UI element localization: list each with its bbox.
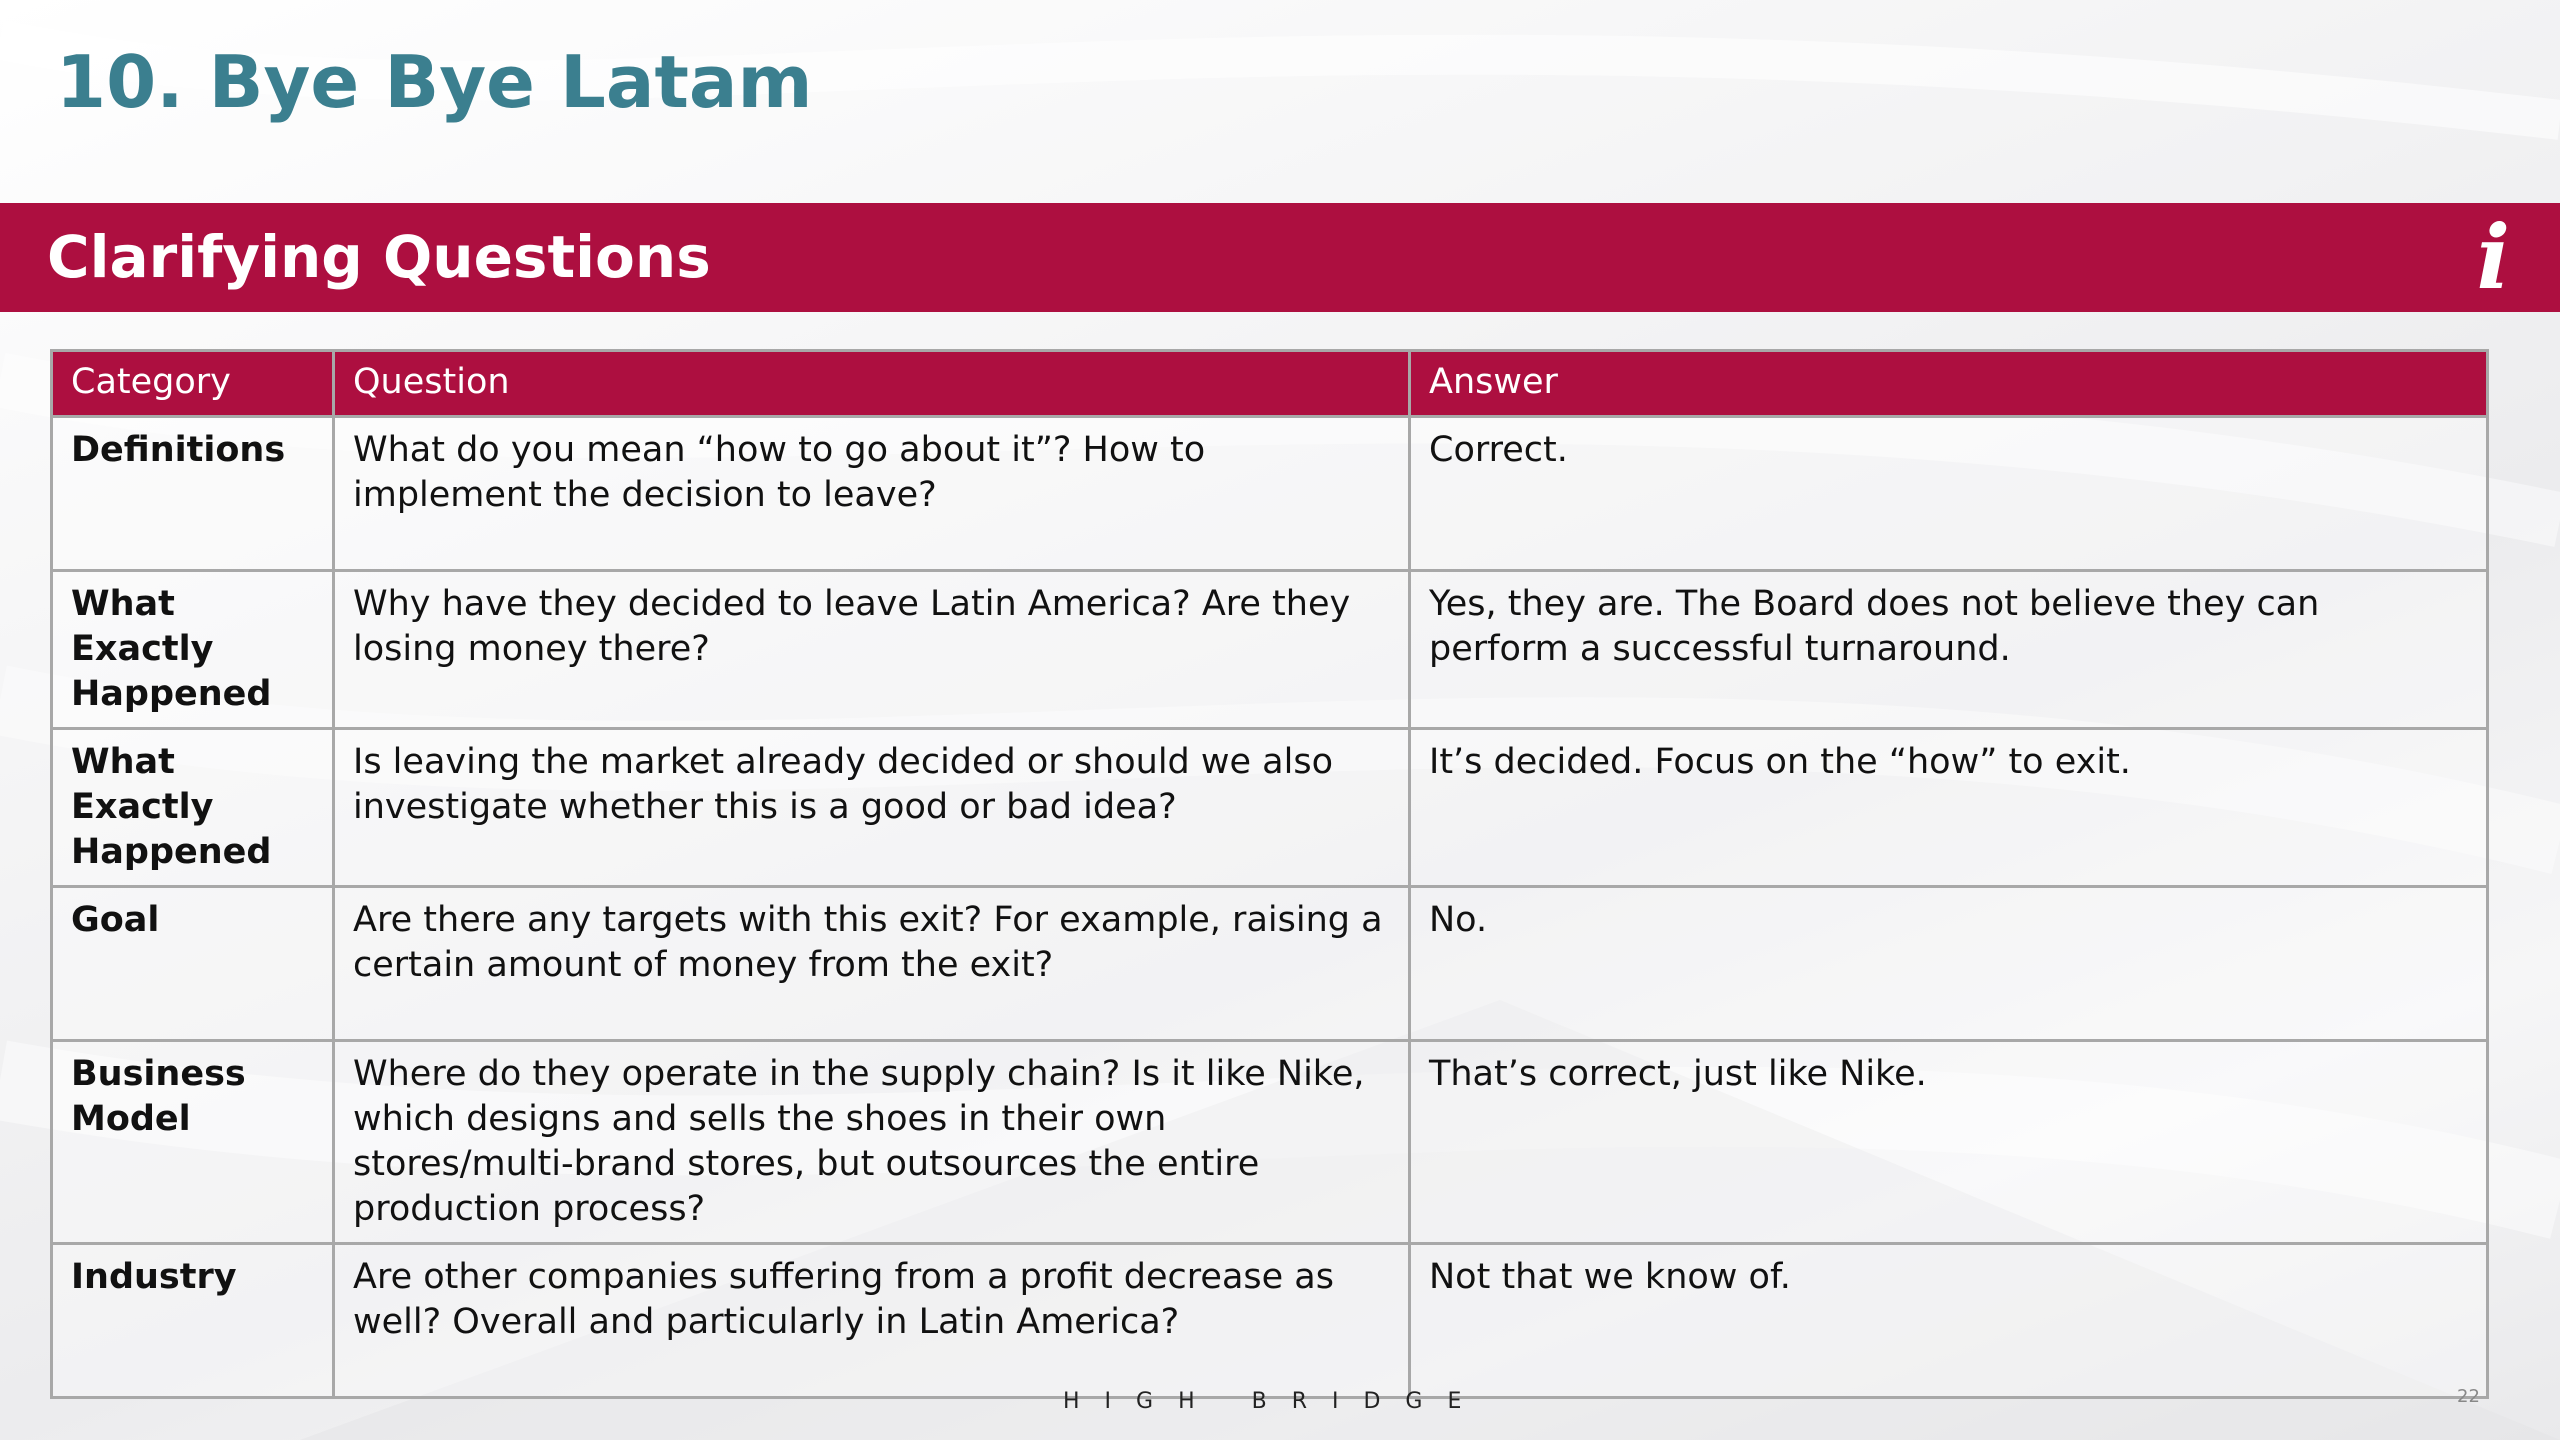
section-title: Clarifying Questions [47,223,711,291]
category-cell: What Exactly Happened [52,571,334,729]
slide-title: 10. Bye Bye Latam [56,40,813,124]
page-number: 22 [2457,1386,2480,1407]
question-cell: Where do they operate in the supply chain? Is it like Nike, which designs and sells the shoes in their own stores/multi-brand stores, but outsources the entire production process? [334,1041,1410,1244]
question-cell: Is leaving the market already decided or should we also investigate whether this is a good or bad idea? [334,729,1410,887]
info-icon: i [2476,205,2510,309]
table-row [52,1244,2488,1398]
answer-cell: That’s correct, just like Nike. [1410,1041,2488,1244]
table-row [52,729,2488,887]
question-cell: Why have they decided to leave Latin America? Are they losing money there? [334,571,1410,729]
answer-cell: It’s decided. Focus on the “how” to exit. [1410,729,2488,887]
answer-cell: No. [1410,887,2488,1041]
question-cell: Are there any targets with this exit? For example, raising a certain amount of money from the exit? [334,887,1410,1041]
category-cell: Business Model [52,1041,334,1244]
table-row [52,887,2488,1041]
category-cell: Goal [52,887,334,1041]
section-banner [0,203,2560,312]
category-cell: Industry [52,1244,334,1398]
table-row [52,571,2488,729]
clarifying-questions-table [50,349,2489,1399]
header-category: Category [52,351,334,417]
header-question: Question [334,351,1410,417]
table-header-row [52,351,2488,417]
question-cell: Are other companies suffering from a profit decrease as well? Overall and particularly in Latin America? [334,1244,1410,1398]
answer-cell: Not that we know of. [1410,1244,2488,1398]
question-cell: What do you mean “how to go about it”? How to implement the decision to leave? [334,417,1410,571]
category-cell: Definitions [52,417,334,571]
table-row [52,1041,2488,1244]
answer-cell: Correct. [1410,417,2488,571]
answer-cell: Yes, they are. The Board does not believe they can perform a successful turnaround. [1410,571,2488,729]
table-row [52,417,2488,571]
footer-brand-logo: HIGH BRIDGE [1063,1389,1487,1414]
header-answer: Answer [1410,351,2488,417]
category-cell: What Exactly Happened [52,729,334,887]
